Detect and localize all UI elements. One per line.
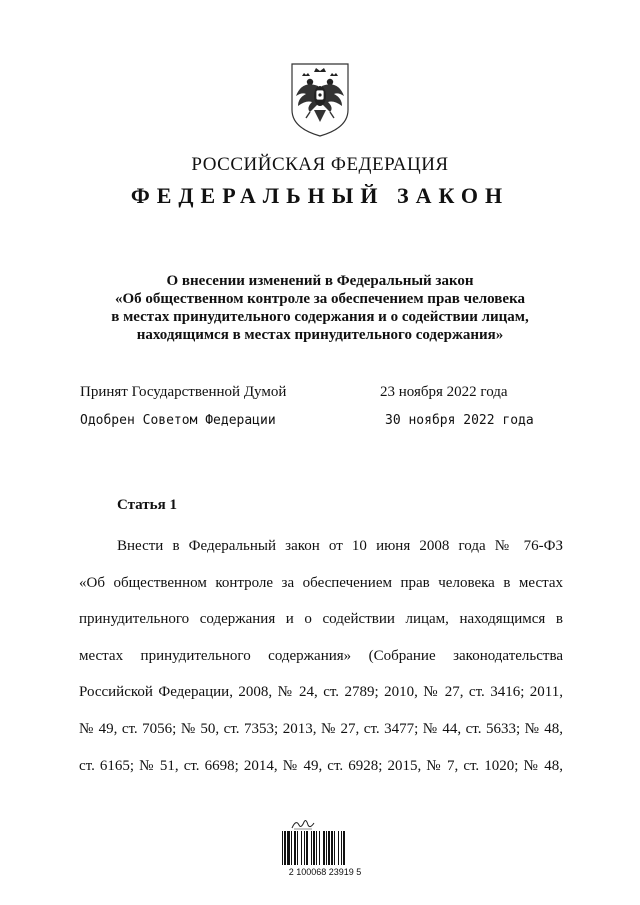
barcode-bar xyxy=(287,831,290,865)
body-line: местах принудительного содержания» (Собрание законодательства xyxy=(79,647,563,664)
barcode-bar xyxy=(341,831,342,865)
barcode-bars-icon xyxy=(280,831,370,865)
document-type-title: ФЕДЕРАЛЬНЫЙ ЗАКОН xyxy=(130,183,510,208)
law-title-line: О внесении изменений в Федеральный закон xyxy=(166,273,474,289)
barcode-bar xyxy=(313,831,315,865)
body-line: «Об общественном контроле за обеспечением прав человека в местах xyxy=(79,574,563,591)
adoption-label: Принят Государственной Думой xyxy=(80,384,287,400)
barcode-bar xyxy=(326,831,327,865)
country-name: РОССИЙСКАЯ ФЕДЕРАЦИЯ xyxy=(191,154,449,175)
barcode-bar xyxy=(316,831,317,865)
barcode-bar xyxy=(338,831,339,865)
body-line: № 49, ст. 7056; № 50, ст. 7353; 2013, № 27, ст. 3477; № 44, ст. 5633; № 48, xyxy=(79,720,563,737)
barcode-bar xyxy=(304,831,305,865)
barcode-bar xyxy=(343,831,345,865)
barcode-bar xyxy=(301,831,302,865)
barcode xyxy=(280,817,370,883)
barcode-bar xyxy=(334,831,335,865)
approval-date: 30 ноября 2022 года xyxy=(385,413,534,428)
law-title xyxy=(90,272,550,344)
body-line: ст. 6165; № 51, ст. 6698; 2014, № 49, ст. 6928; 2015, № 7, ст. 1020; № 48, xyxy=(79,757,563,774)
article-body xyxy=(79,528,563,784)
adoption-date: 23 ноября 2022 года xyxy=(380,384,508,400)
barcode-bar xyxy=(319,831,320,865)
coat-of-arms-emblem-icon xyxy=(288,62,352,138)
barcode-bar xyxy=(284,831,286,865)
law-title-line: в местах принудительного содержания и о содействии лицам, xyxy=(111,309,529,325)
barcode-bar xyxy=(306,831,308,865)
body-line: Российской Федерации, 2008, № 24, ст. 2789; 2010, № 27, ст. 3416; 2011, xyxy=(79,684,563,701)
barcode-bar xyxy=(291,831,292,865)
barcode-bar xyxy=(323,831,325,865)
body-line: принудительного содержания и о содействии лицам, находящимся в xyxy=(79,611,563,628)
barcode-bar xyxy=(311,831,312,865)
law-title-line: «Об общественном контроле за обеспечением прав человека xyxy=(115,291,525,307)
barcode-bar xyxy=(328,831,330,865)
barcode-bar xyxy=(294,831,296,865)
signature-mark-icon xyxy=(290,817,316,831)
approval-label: Одобрен Советом Федерации xyxy=(80,413,276,428)
body-line: Внести в Федеральный закон от 10 июня 2008 года № 76-ФЗ xyxy=(117,538,563,554)
law-title-line: находящимся в местах принудительного содержания» xyxy=(136,327,504,343)
barcode-bar xyxy=(282,831,283,865)
barcode-bar xyxy=(331,831,333,865)
barcode-number: 2 100068 23919 5 xyxy=(288,867,362,877)
article-heading: Статья 1 xyxy=(117,497,177,513)
barcode-bar xyxy=(297,831,298,865)
